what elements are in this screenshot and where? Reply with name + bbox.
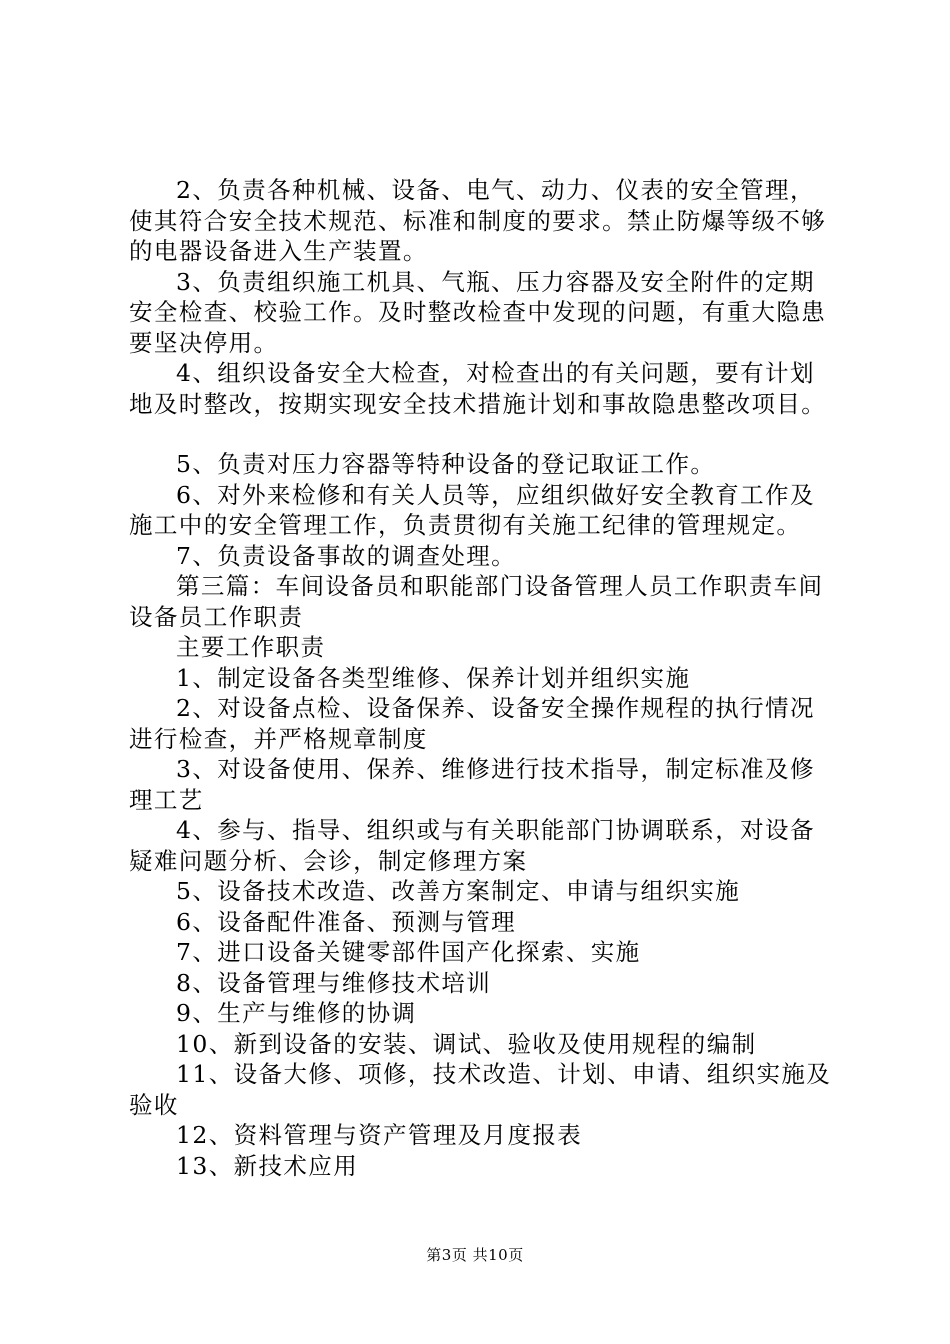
paragraph: 6、对外来检修和有关人员等，应组织做好安全教育工作及施工中的安全管理工作，负责贯彻有关施工纪律的管理规定。 (129, 480, 815, 539)
paragraph: 3、负责组织施工机具、气瓶、压力容器及安全附件的定期安全检查、校验工作。及时整改检查中发现的问题，有重大隐患要坚决停用。 (129, 267, 827, 357)
paragraph: 4、组织设备安全大检查，对检查出的有关问题，要有计划地及时整改，按期实现安全技术措施计划和事故隐患整改项目。 (129, 359, 827, 418)
list-item: 7、进口设备关键零部件国产化探索、实施 (176, 938, 641, 966)
paragraph: 5、负责对压力容器等特种设备的登记取证工作。 (176, 450, 716, 478)
page-number-footer: 第3页 共10页 (426, 1246, 524, 1264)
list-item: 1、制定设备各类型维修、保养计划并组织实施 (176, 663, 691, 692)
document-body (129, 175, 839, 1181)
list-item: 13、新技术应用 (176, 1151, 359, 1180)
section-heading: 第三篇：车间设备员和职能部门设备管理人员工作职责车间设备员工作职责 (129, 572, 824, 631)
list-item: 6、设备配件准备、预测与管理 (176, 907, 517, 936)
paragraph-gap (129, 419, 839, 449)
list-item: 11、设备大修、项修，技术改造、计划、申请、组织实施及验收 (129, 1060, 832, 1119)
list-item: 10、新到设备的安装、调试、验收及使用规程的编制 (176, 1029, 757, 1058)
paragraph: 7、负责设备事故的调查处理。 (176, 541, 517, 570)
list-item: 5、设备技术改造、改善方案制定、申请与组织实施 (176, 877, 741, 905)
list-item: 8、设备管理与维修技术培训 (176, 968, 492, 997)
list-item: 3、对设备使用、保养、维修进行技术指导，制定标准及修理工艺 (129, 755, 815, 814)
subsection-heading: 主要工作职责 (176, 633, 326, 661)
list-item: 2、对设备点检、设备保养、设备安全操作规程的执行情况进行检查，并严格规章制度 (129, 694, 815, 753)
list-item: 9、生产与维修的协调 (176, 999, 417, 1027)
paragraph: 2、负责各种机械、设备、电气、动力、仪表的安全管理，使其符合安全技术规范、标准和制度的要求。禁止防爆等级不够的电器设备进入生产装置。 (129, 176, 827, 265)
list-item: 4、参与、指导、组织或与有关职能部门协调联系，对设备疑难问题分析、会诊，制定修理方案 (129, 816, 815, 875)
list-item: 12、资料管理与资产管理及月度报表 (176, 1121, 583, 1149)
